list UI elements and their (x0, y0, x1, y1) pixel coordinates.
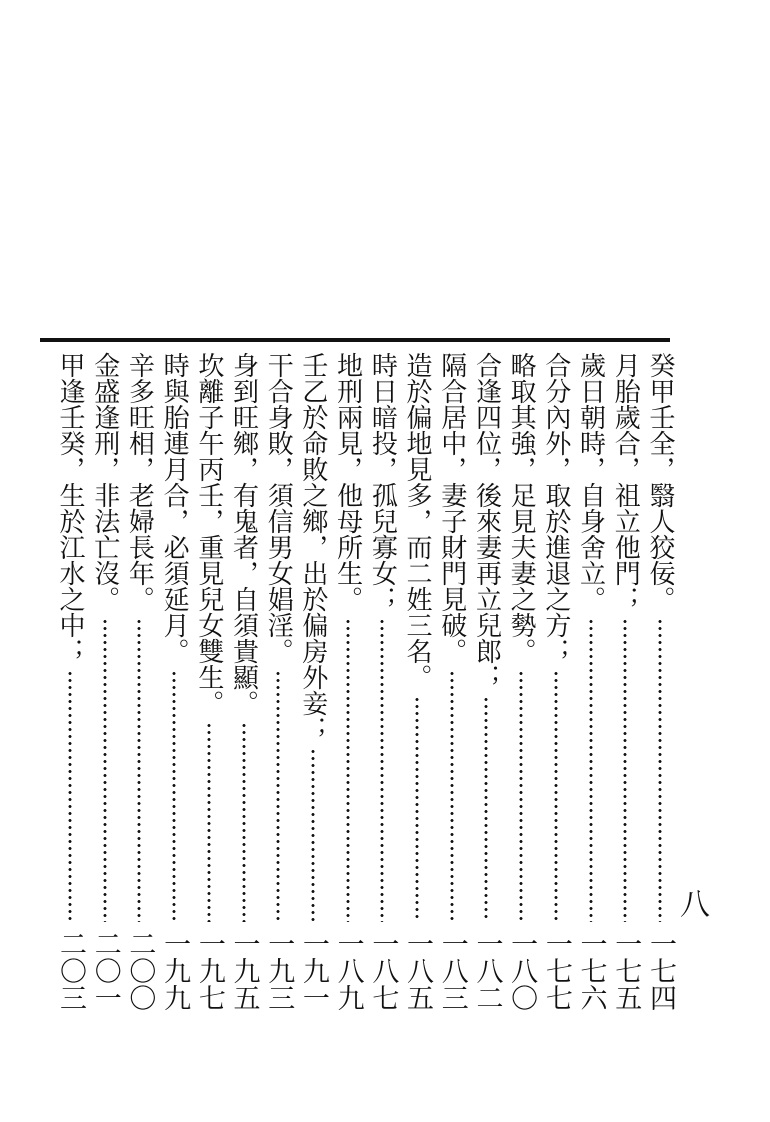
toc-entry (576, 352, 606, 1042)
entry-title: 略取其強，足見夫妻之勢。 (506, 352, 537, 664)
entry-page-number: 一七六 (575, 930, 607, 1011)
entry-page-number: 一七七 (540, 930, 572, 1011)
entry-page-number: 一九七 (193, 930, 225, 1011)
toc-entry (437, 352, 467, 1042)
toc-entry (229, 352, 259, 1042)
entry-page-number: 二〇三 (55, 930, 86, 1011)
entry-title: 壬乙於命敗之鄉，出於偏房外妾； (297, 352, 328, 742)
toc-entry (610, 352, 640, 1042)
entry-title: 時日暗投，孤兒寡女； (367, 352, 398, 612)
entry-title: 地刑兩見，他母所生。 (332, 352, 363, 612)
entry-page-number: 一七四 (644, 930, 676, 1011)
entry-page-number: 一九一 (297, 930, 329, 1011)
entry-title: 干合身敗，須信男女娼淫。 (263, 352, 294, 664)
entry-page-number: 一九五 (228, 930, 260, 1011)
toc-entry (159, 352, 189, 1042)
toc-entry (194, 352, 224, 1042)
entry-title: 月胎歲合，祖立他門； (610, 352, 641, 612)
entry-page-number: 二〇〇 (124, 930, 156, 1011)
dot-leader (207, 722, 211, 922)
entry-title: 甲逢壬癸，生於江水之中； (55, 352, 85, 664)
entry-title: 歲日朝時，自身舍立。 (575, 352, 606, 612)
entry-page-number: 一八二 (471, 930, 503, 1011)
entry-title: 時與胎連月合，必須延月。 (159, 352, 190, 664)
entry-page-number: 二〇一 (89, 930, 121, 1011)
dot-leader (554, 670, 558, 922)
dot-leader (311, 748, 315, 922)
toc-entry (645, 352, 675, 1042)
toc-entry (55, 352, 85, 1042)
toc-entry (333, 352, 363, 1042)
entry-title: 坎離子午丙壬，重見兒女雙生。 (193, 352, 224, 716)
dot-leader (658, 618, 662, 922)
dot-leader (172, 670, 176, 922)
dot-leader (623, 618, 627, 922)
entry-page-number: 一八七 (367, 930, 399, 1011)
entry-page-number: 一八九 (332, 930, 364, 1011)
entry-title: 隔合居中，妻子財門見破。 (436, 352, 467, 664)
entry-page-number: 一九三 (263, 930, 295, 1011)
page-number: 八 (674, 888, 709, 918)
entry-page-number: 一八三 (436, 930, 468, 1011)
top-rule (40, 338, 670, 342)
dot-leader (415, 696, 419, 922)
entry-page-number: 一九九 (159, 930, 191, 1011)
dot-leader (276, 670, 280, 922)
entry-title: 造於偏地見多，而二姓三名。 (402, 352, 433, 690)
entry-page-number: 一八〇 (506, 930, 538, 1011)
dot-leader (519, 670, 523, 922)
toc-entry (90, 352, 120, 1042)
entry-title: 癸甲壬全，翳人狡佞。 (644, 352, 675, 612)
toc-entry (541, 352, 571, 1042)
toc-entry (471, 352, 501, 1042)
dot-leader (589, 618, 593, 922)
entry-title: 辛多旺相，老婦長年。 (124, 352, 155, 612)
entry-title: 合逢四位，後來妻再立兒郎； (471, 352, 502, 690)
dot-leader (68, 670, 72, 922)
entry-page-number: 一八五 (402, 930, 434, 1011)
entry-title: 合分內外，取於進退之方； (540, 352, 571, 664)
toc-entry (402, 352, 432, 1042)
dot-leader (103, 618, 107, 922)
entry-page-number: 一七五 (610, 930, 642, 1011)
dot-leader (137, 618, 141, 922)
toc-entry (367, 352, 397, 1042)
dot-leader (450, 670, 454, 922)
toc-entry (263, 352, 293, 1042)
toc-entry (124, 352, 154, 1042)
toc-entry (506, 352, 536, 1042)
toc-entry (298, 352, 328, 1042)
table-of-contents (55, 352, 675, 1042)
dot-leader (484, 696, 488, 922)
entry-title: 身到旺鄉，有鬼者，自須貴顯。 (228, 352, 259, 716)
dot-leader (346, 618, 350, 922)
dot-leader (242, 722, 246, 922)
entry-title: 金盛逢刑，非法亡沒。 (89, 352, 120, 612)
dot-leader (380, 618, 384, 922)
